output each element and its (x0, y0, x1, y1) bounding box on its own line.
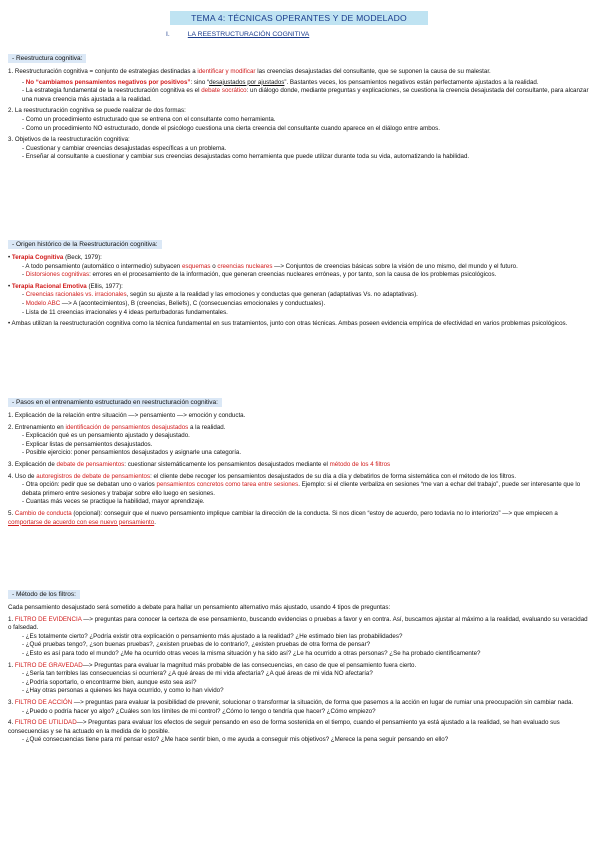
paragraph: • Terapia Racional Emotiva (Ellis, 1977): (8, 282, 123, 290)
filter-evidencia: 1. FILTRO DE EVIDENCIA —> preguntas para conocer la certeza de ese pensamiento, buscando evidencias o pruebas a favor y en contra. Así, buscamos ajustar al máximo a la realidad, evaluando su veracidad o falsedad. (8, 615, 588, 632)
paragraph: 1. Reestructuración cognitiva = conjunto de estrategias destinadas a identificar y modificar las creencias desajustadas del consultante, que se suponen la causa de su malestar. (8, 68, 491, 75)
bullet: - Explicación qué es un pensamiento ajustado y desajustado. (22, 432, 190, 440)
paragraph: 4. Uso de autoregistros de debate de pensamientos: el cliente debe recoger los pensamientos desajustados de su día a día y debatirlos de forma sistemática con el método de los filtros. (8, 472, 517, 480)
bullet: - A todo pensamiento (automático o intermedio) subyacen esquemas o creencias nucleares —> Conjuntos de creencias básicas sobre la visión de uno mismo, del mundo y el futuro. (22, 262, 518, 270)
subtitle-number: I. (166, 31, 170, 38)
paragraph: • Ambas utilizan la reestructuración cognitiva como la técnica fundamental en sus tratamientos, junto con otras técnicas. Ambas poseen evidencia empírica de efectividad en varios problemas psicológicos. (8, 320, 568, 328)
bullet: - La estrategia fundamental de la reestructuración cognitiva es el debate socrático: un diálogo donde, mediante preguntas y explicaciones, se cuestiona la creencia desajustada del consultante, para alcanzar una nueva creencia más ajustada a la realidad. (22, 87, 589, 103)
bullet: - ¿Qué consecuencias tiene para mí pensar esto? ¿Me hace sentir bien, o me ayuda a conseguir mis objetivos? ¿Merece la pena seguir pensando en ello? (22, 736, 449, 744)
section-subtitle (166, 31, 309, 40)
filter-accion: 3. FILTRO DE ACCIÓN —> preguntas para evaluar la posibilidad de prevenir, solucionar o transformar la situación, de forma que pasemos a la acción en lugar de rumiar una preocupación sin cambiar nada. (8, 698, 574, 706)
heading-reestructura: - Reestructura cognitiva: (8, 54, 86, 63)
bullet: - Explicar listas de pensamientos desajustados. (22, 440, 153, 448)
paragraph: 3. Objetivos de la reestructuración cognitiva: (8, 136, 130, 144)
bullet: - Distorsiones cognitivas: errores en el procesamiento de la información, que generan creencias nucleares erróneas, y por tanto, son la causa de los problemas psicológicos. (22, 271, 497, 279)
filter-utilidad: 4. FILTRO DE UTILIDAD—> Preguntas para evaluar los efectos de seguir pensando en eso de forma sostenida en el tiempo, cuando el pensamiento ya está ajustado a la realidad, se han evaluado sus consecuencias y se ha actuado en la medida de lo posible. (8, 719, 560, 735)
bullet: - ¿Podría soportarlo, o encontrarme bien, aunque esto sea así? (22, 678, 197, 686)
bullet: - ¿Esto es así para todo el mundo? ¿Me ha ocurrido otras veces la misma situación y ha sido así? ¿Le ha ocurrido a otras personas? ¿Se ha probado científicamente? (22, 649, 481, 657)
bullet: - ¿Sería tan terribles las consecuencias si ocurriera? ¿A qué áreas de mi vida afectaría? ¿A qué áreas de mi vida NO afectaría? (22, 670, 373, 678)
bullet: - ¿Qué pruebas tengo?, ¿son buenas pruebas?, ¿existen pruebas de lo contrario?, ¿existen pruebas de otra forma de pensar? (22, 641, 371, 649)
heading-origen: - Origen histórico de la Reestructuración cognitiva: (8, 240, 162, 249)
paragraph: 2. Entrenamiento en identificación de pensamientos desajustados a la realidad. (8, 423, 226, 431)
bullet: - Lista de 11 creencias irracionales y 4 ideas perturbadoras fundamentales. (22, 308, 228, 316)
paragraph: • Terapia Cognitiva (Beck, 1979): (8, 254, 102, 261)
filter-gravedad: 1. FILTRO DE GRAVEDAD—> Preguntas para evaluar la magnitud más probable de las consecuencias, en caso de que el pensamiento fuera cierto. (8, 661, 417, 669)
block-pasos (8, 412, 592, 527)
bullet: - Enseñar al consultante a cuestionar y cambiar sus creencias desajustadas como herramienta que puede utilizar durante toda su vida, automatizando la habilidad. (22, 153, 470, 161)
bullet: - Cuestionar y cambiar creencias desajustadas específicas a un problema. (22, 144, 227, 152)
bullet: - ¿Es totalmente cierto? ¿Podría existir otra explicación o pensamiento más ajustado a la realidad? ¿He estimado bien las probabilidades? (22, 632, 403, 640)
bullet: - No “cambiamos pensamientos negativos por positivos”: sino “desajustados por ajustados”. Bastantes veces, los pensamientos negativos están perfectamente ajustados a la realidad. (22, 78, 539, 86)
bullet: - Como un procedimiento NO estructurado, donde el psicólogo cuestiona una cierta creencia del consultante cuando aparece en el diálogo entre ambos. (22, 124, 440, 132)
bullet: - Como un procedimiento estructurado que se entrena con el consultante como herramienta. (22, 115, 276, 123)
bullet: - Posible ejercicio: poner pensamientos desajustados y asignarle una categoría. (22, 449, 242, 457)
paragraph: 5. Cambio de conducta (opcional): conseguir que el nuevo pensamiento implique cambiar la dirección de la conducta. Si nos dicen “estoy de acuerdo, pero todavía no lo interiorizo” —> que empiecen a comportarse de acuerdo con ese nuevo pensamiento. (8, 509, 558, 526)
block-origen (8, 254, 592, 329)
paragraph: 1. Explicación de la relación entre situación —> pensamiento —> emoción y conducta. (8, 412, 246, 419)
paragraph: 2. La reestructuración cognitiva se puede realizar de dos formas: (8, 107, 186, 115)
block-filtros (8, 604, 592, 745)
bullet: - Modelo ABC —> A (acontecimientos), B (creencias, Beliefs), C (consecuencias emocionales y conductuales). (22, 299, 326, 307)
bullet: - Otra opción: pedir que se debatan uno o varios pensamientos concretos como tarea entre sesiones. Ejemplo: si el cliente verbaliza en sesiones “me van a echar del trabajo”, puede ser interesante que lo debata primero entre sesiones y trabajar sobre ello luego en sesiones. (22, 481, 581, 497)
paragraph: Cada pensamiento desajustado será sometido a debate para hallar un pensamiento alternativo más ajustado, usando 4 tipos de preguntas: (8, 604, 391, 611)
subtitle-text: LA REESTRUCTURACIÓN COGNITIVA (187, 31, 310, 38)
bullet: - ¿Hay otras personas a quienes les haya ocurrido, y como lo han vivido? (22, 687, 224, 695)
block-reestructura (8, 68, 592, 162)
paragraph: 3. Explicación de debate de pensamientos: cuestionar sistemáticamente los pensamientos desajustados mediante el método de los 4 filtros (8, 460, 391, 468)
heading-pasos: - Pasos en el entrenamiento estructurado en reestructuración cognitiva: (8, 398, 222, 407)
heading-filtros: - Método de los filtros: (8, 590, 80, 599)
page-title: TEMA 4: TÉCNICAS OPERANTES Y DE MODELADO (170, 11, 428, 25)
bullet: - ¿Puedo o podría hacer yo algo? ¿Cuáles son los límites de mi control? ¿Cómo lo tengo o tendría que hacer? ¿Cómo empiezo? (22, 707, 376, 715)
bullet: - Cuantas más veces se practique la habilidad, mayor aprendizaje. (22, 498, 205, 506)
bullet: - Creencias racionales vs. irracionales, según su ajuste a la realidad y las emociones y conductas que generan (adaptativas Vs. no adaptativas). (22, 291, 418, 299)
